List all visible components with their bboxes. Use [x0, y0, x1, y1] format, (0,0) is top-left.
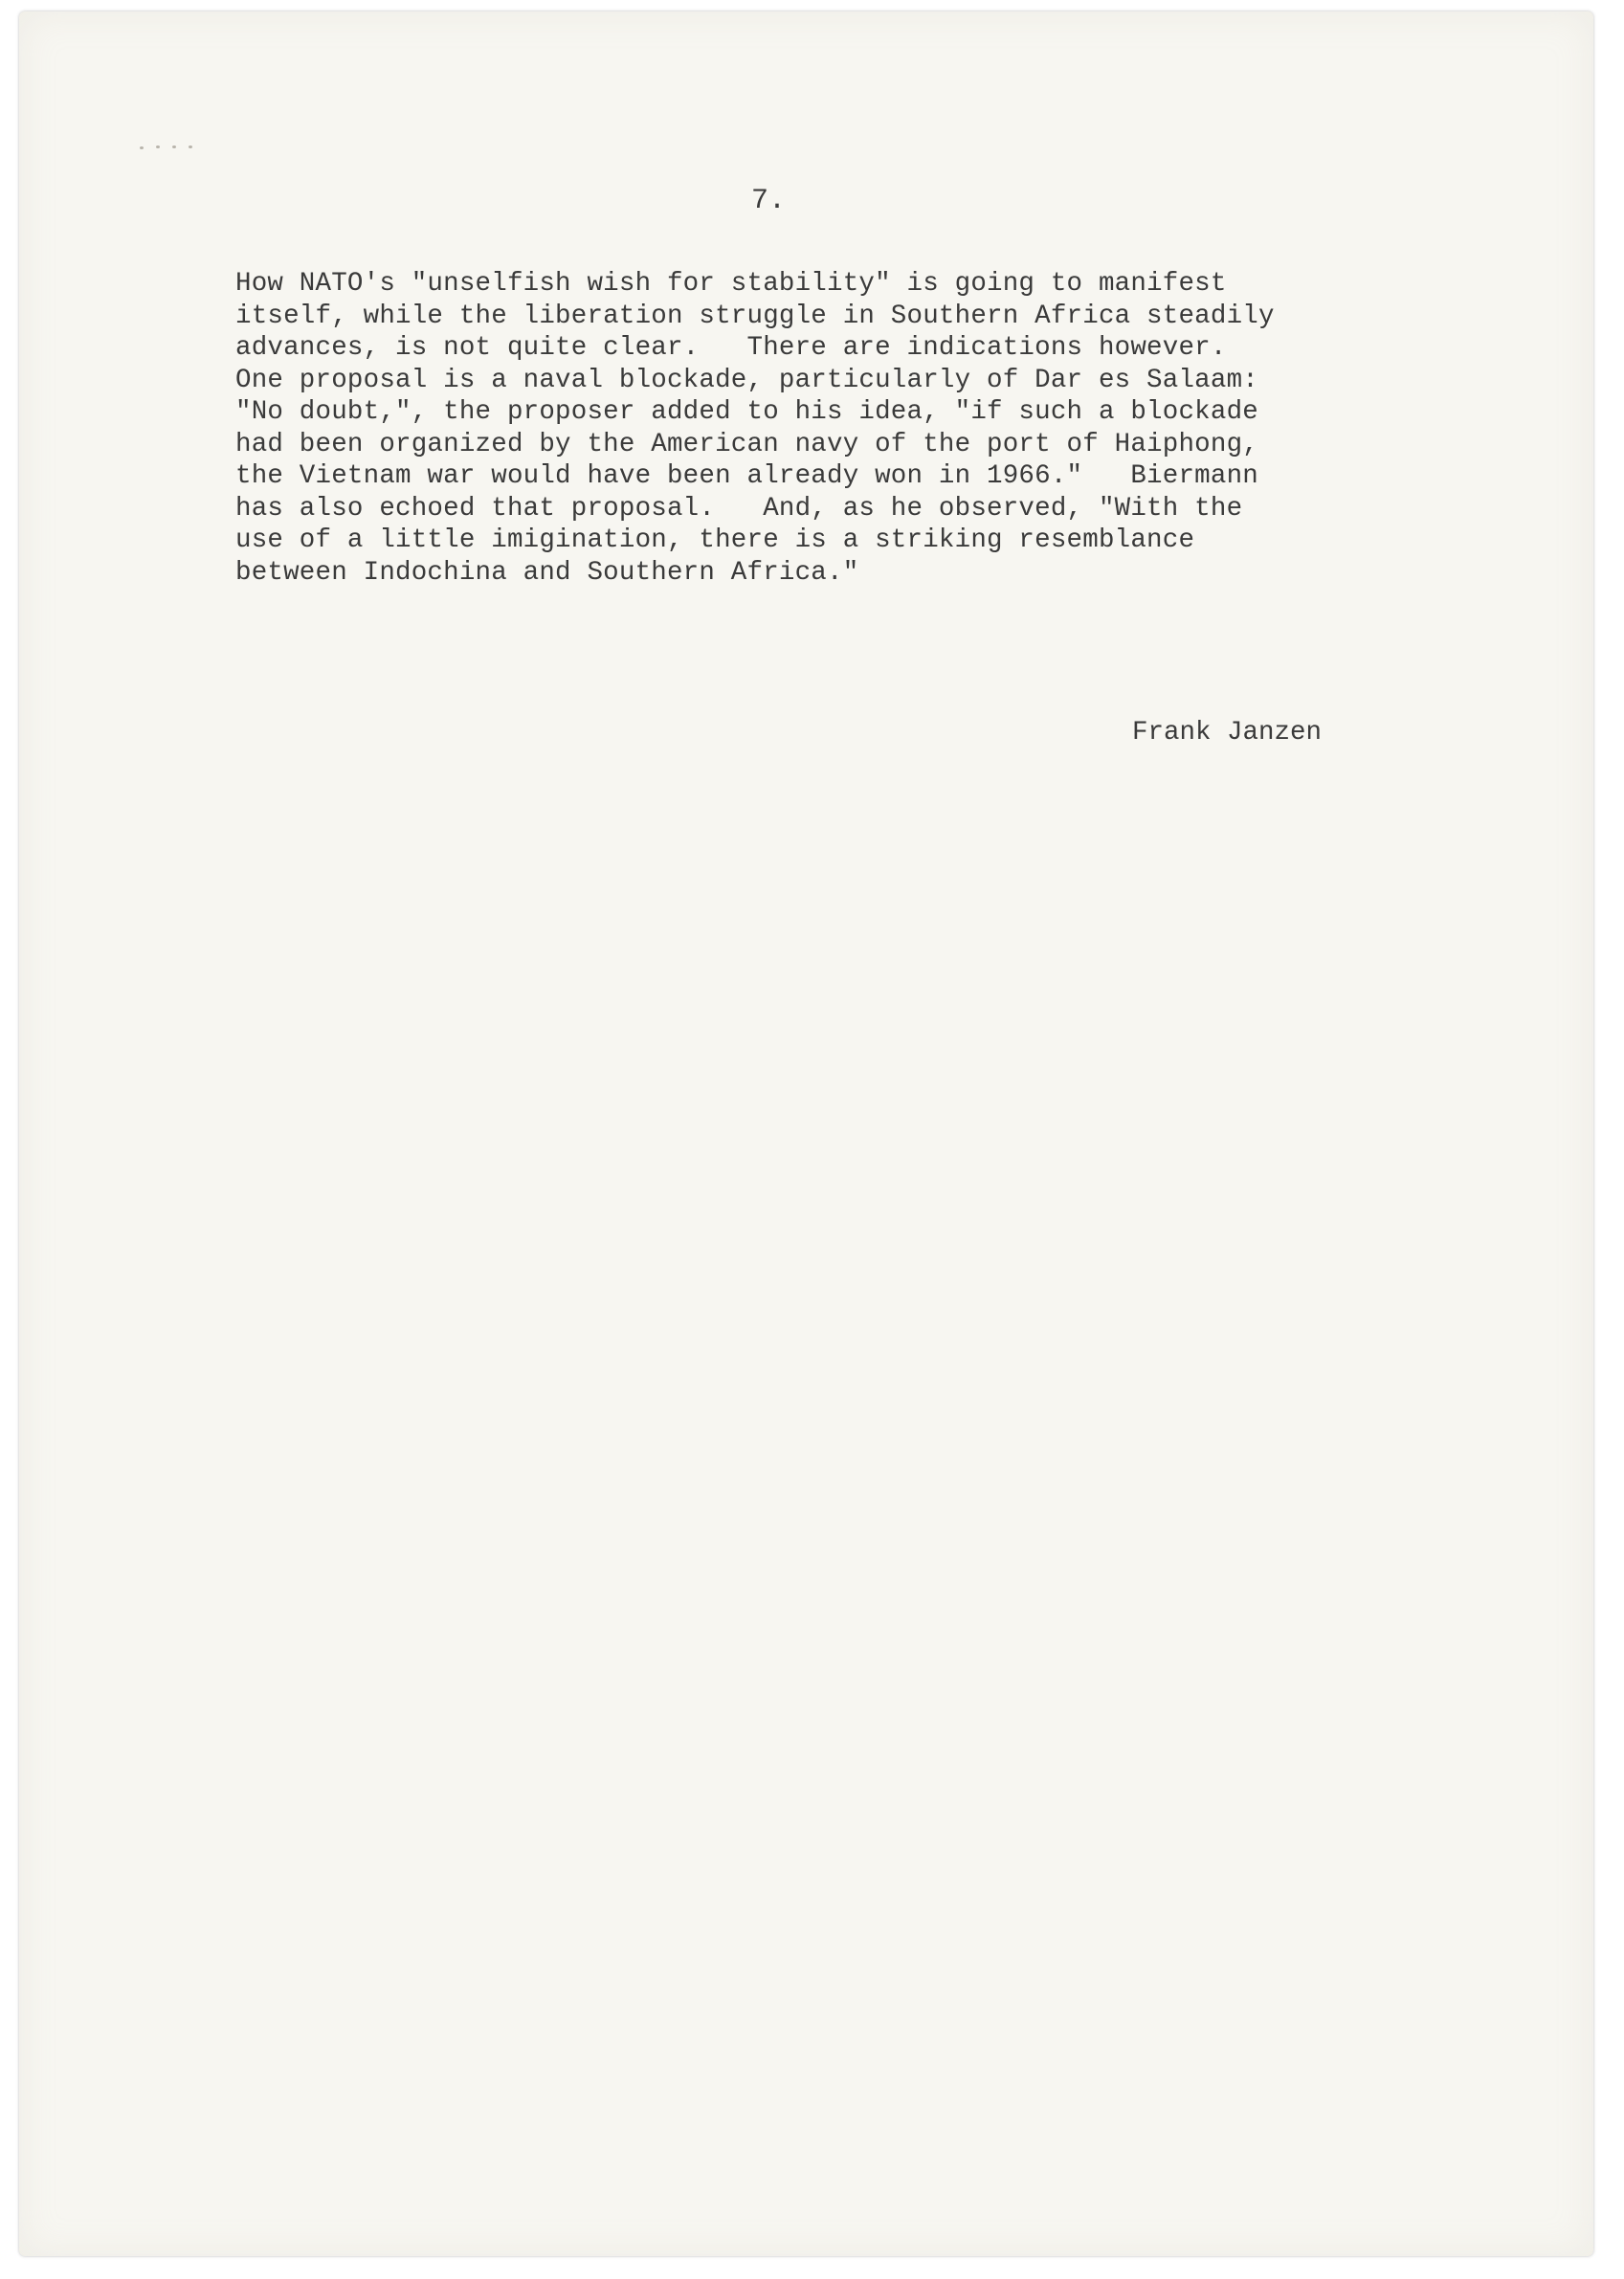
paragraph-line: the Vietnam war would have been already won in 1966." Biermann: [235, 461, 1258, 491]
paper-mark: [140, 146, 144, 149]
paragraph-line: advances, is not quite clear. There are indications however.: [235, 333, 1227, 363]
paragraph-line: itself, while the liberation struggle in Southern Africa steadily: [235, 301, 1275, 331]
author-signature: Frank Janzen: [1132, 718, 1323, 748]
paragraph-line: How NATO's "unselfish wish for stability" is going to manifest: [235, 269, 1227, 299]
paper-mark: [189, 145, 192, 148]
paragraph-line: use of a little imigination, there is a striking resemblance: [235, 525, 1195, 555]
page-number: 7.: [750, 185, 786, 217]
paragraph-line: had been organized by the American navy of the port of Haiphong,: [235, 429, 1258, 459]
paragraph-line: between Indochina and Southern Africa.": [235, 557, 859, 588]
paper-mark: [156, 145, 160, 148]
paragraph-line: has also echoed that proposal. And, as he observed, "With the: [235, 493, 1243, 524]
paper-mark: [172, 145, 176, 148]
paragraph-line: "No doubt,", the proposer added to his idea, "if such a blockade: [235, 397, 1258, 427]
paragraph-line: One proposal is a naval blockade, particularly of Dar es Salaam:: [235, 365, 1258, 395]
body-paragraph: [235, 268, 1275, 589]
